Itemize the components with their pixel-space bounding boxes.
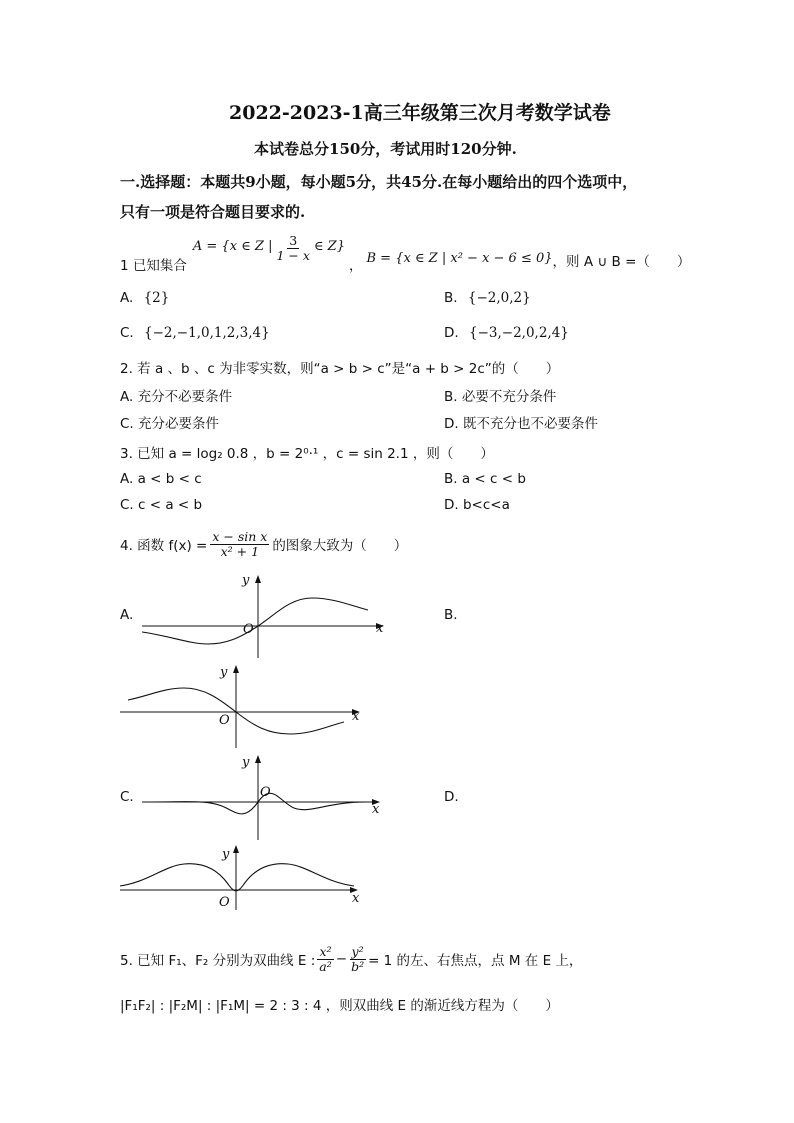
- q3-option-b: B. a < c < b: [444, 471, 526, 487]
- section-heading-line1: 一.选择题：本题共9小题，每小题5分，共45分.在每小题给出的四个选项中，: [120, 173, 638, 191]
- q5-minus: −: [335, 951, 348, 967]
- q4-graph-c-x-label: x: [372, 802, 380, 817]
- q4-graph-d-origin: O: [219, 895, 230, 910]
- q4-graph-a-x-label: x: [376, 621, 384, 636]
- q1-option-d: [444, 325, 569, 341]
- q1-option-a-text: {2}: [143, 290, 170, 306]
- q4-graph-b-x-label: x: [352, 709, 360, 724]
- q1-frac-num: 3: [289, 232, 298, 248]
- q4-graph-c-origin: O: [260, 785, 271, 800]
- q1-option-b-label: B.: [444, 290, 458, 306]
- q4-graph-c-y-label: y: [242, 755, 250, 770]
- q1-fraction: [274, 234, 311, 263]
- q4-frac-den: x² + 1: [220, 543, 260, 559]
- question-2-stem: 2. 若 a 、b 、c 为非零实数，则“a > b > c”是“a + b > 2c”的（ ）: [120, 361, 560, 377]
- q5-frac1-num: x²: [319, 943, 332, 959]
- q1-option-b-text: {−2,0,2}: [467, 290, 531, 306]
- q4-option-a-label: A.: [120, 607, 134, 623]
- q5-frac2-den: b²: [351, 958, 365, 974]
- q1-option-a: [120, 290, 169, 306]
- question-5-line1: [120, 938, 582, 980]
- page-subtitle: 本试卷总分150分，考试用时120分钟.: [254, 140, 517, 158]
- q2-option-d: D. 既不充分也不必要条件: [444, 416, 598, 432]
- q4-graph-c: [140, 752, 390, 842]
- q4-graph-b-y-label: y: [220, 665, 228, 680]
- q5-line1-prefix: 5. 已知 F₁、F₂ 分别为双曲线 E :: [120, 953, 316, 969]
- q2-option-b: B. 必要不充分条件: [444, 389, 557, 405]
- question-5-line2: |F₁F₂| : |F₂M| : |F₁M| = 2 : 3 : 4 ，则双曲线 E 的渐近线方程为（ ）: [120, 998, 559, 1014]
- q4-option-b-label: B.: [444, 607, 458, 623]
- q1-prefix: 1 已知集合: [120, 258, 187, 274]
- q1-setB: B = {x ∈ Z | x² − x − 6 ≤ 0}: [366, 250, 553, 266]
- q1-option-a-label: A.: [120, 290, 134, 306]
- question-3-stem: 3. 已知 a = log₂ 0.8 ，b = 2⁰·¹ ，c = sin 2.1 ，则（ ）: [120, 446, 494, 462]
- q4-graph-a: [140, 570, 390, 660]
- q4-prefix: 4. 函数 f(x) =: [120, 538, 208, 554]
- q4-graph-a-y-label: y: [242, 573, 250, 588]
- q4-graph-b-origin: O: [219, 713, 230, 728]
- q5-frac1-den: a²: [319, 958, 332, 974]
- q1-option-c: [120, 325, 270, 341]
- q1-option-c-text: {−2,−1,0,1,2,3,4}: [144, 325, 270, 341]
- q1-setA-right: ∈ Z}: [313, 238, 345, 254]
- q4-fraction: [210, 530, 269, 559]
- q1-frac-den: 1 − x: [276, 247, 310, 263]
- q3-option-d: D. b<c<a: [444, 497, 510, 513]
- q1-suffix: ，则 A ∪ B =（ ）: [552, 254, 691, 270]
- q1-option-b: [444, 290, 531, 306]
- q5-fraction-1: [317, 945, 333, 974]
- q4-graph-d-y-label: y: [222, 847, 230, 862]
- section-heading-line2: 只有一项是符合题目要求的.: [120, 203, 306, 221]
- q1-option-d-label: D.: [444, 325, 459, 341]
- q4-graph-b: [118, 660, 368, 750]
- q4-graph-a-origin: O: [243, 622, 254, 637]
- q3-option-c: C. c < a < b: [120, 497, 203, 513]
- q2-option-a: A. 充分不必要条件: [120, 389, 233, 405]
- q4-graph-d-x-label: x: [352, 891, 360, 906]
- q5-fraction-2: [349, 945, 366, 974]
- q4-option-d-label: D.: [444, 789, 459, 805]
- q5-line1-suffix: = 1 的左、右焦点，点 M 在 E 上，: [368, 953, 583, 969]
- q4-frac-num: x − sin x: [212, 528, 268, 544]
- q4-option-c-label: C.: [120, 789, 134, 805]
- q2-option-c: C. 充分必要条件: [120, 416, 220, 432]
- q1-comma: ，: [348, 258, 363, 274]
- question-4-stem: [120, 524, 407, 564]
- q1-option-c-label: C.: [120, 325, 134, 341]
- q1-option-d-text: {−3,−2,0,2,4}: [468, 325, 569, 341]
- question-1-stem: [120, 232, 690, 276]
- q4-suffix: 的图象大致为（ ）: [272, 538, 408, 554]
- page-title: 2022-2023-1高三年级第三次月考数学试卷: [229, 102, 611, 124]
- q5-frac2-num: y²: [351, 943, 364, 959]
- q4-graph-d: [118, 840, 368, 912]
- q3-option-a: A. a < b < c: [120, 471, 202, 487]
- q1-setA-left: A = {x ∈ Z |: [192, 238, 273, 254]
